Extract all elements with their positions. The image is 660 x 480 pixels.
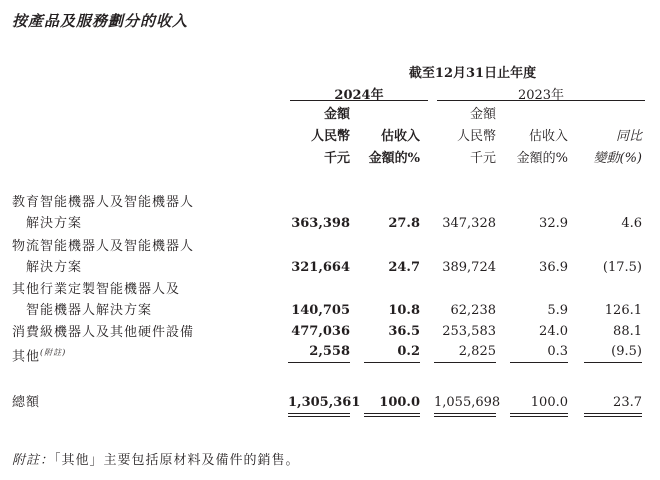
col-header-share-2024: 估收入 金額的%	[368, 129, 420, 166]
cell-yoy: (9.5)	[611, 344, 642, 359]
col-header-yoy: 同比 變動(%)	[593, 129, 642, 166]
cell-2024-share: 27.8	[388, 216, 420, 231]
table-row-label: 其他$^{(附註)}$	[12, 348, 67, 365]
year-2023-header: 2023年	[517, 88, 565, 103]
footnote-marker: (附註)	[40, 348, 67, 357]
subtotal-rule	[434, 362, 496, 363]
cell-2023-amount: 389,724	[442, 260, 496, 275]
cell-2023-amount: 347,328	[442, 216, 496, 231]
year-2024-header: 2024年	[334, 88, 384, 103]
cell-2024-share: 10.8	[388, 303, 420, 318]
cell-yoy: 4.6	[621, 216, 642, 231]
year-2024-underline	[290, 100, 428, 101]
footnote	[12, 449, 300, 468]
subtotal-rule	[364, 362, 420, 363]
total-rule	[364, 413, 420, 417]
subtotal-rule	[510, 362, 568, 363]
cell-2023-amount: 2,825	[458, 344, 496, 359]
cell-2023-share: 0.3	[547, 344, 568, 359]
col-header-amount-2024: 金額 人民幣 千元	[310, 107, 350, 166]
total-2023-share: 100.0	[530, 395, 568, 410]
col-header-amount-2023: 金額 人民幣 千元	[456, 107, 496, 166]
page-title: 按產品及服務劃分的收入	[12, 12, 189, 30]
cell-2023-amount: 253,583	[442, 324, 496, 339]
cell-yoy: (17.5)	[602, 260, 642, 275]
cell-yoy: 88.1	[613, 324, 642, 339]
cell-2023-share: 5.9	[547, 303, 568, 318]
cell-2023-share: 36.9	[539, 260, 568, 275]
period-header: 截至12月31日止年度	[408, 66, 537, 81]
total-rule	[288, 413, 350, 417]
total-2023-amount: 1,055,698	[434, 395, 501, 410]
cell-2024-amount: 2,558	[309, 344, 350, 359]
cell-2023-share: 32.9	[539, 216, 568, 231]
table-row-label: 其他行業定製智能機器人及 智能機器人解決方案	[12, 282, 181, 318]
cell-2024-amount: 363,398	[291, 216, 350, 231]
total-rule	[584, 413, 642, 417]
footnote-text: 「其他」主要包括原材料及備件的銷售。	[54, 453, 300, 468]
table-row-label: 教育智能機器人及智能機器人 解決方案	[12, 195, 195, 231]
total-label: 總額	[12, 395, 41, 410]
table-row-label: 物流智能機器人及智能機器人 解決方案	[12, 239, 195, 275]
cell-2024-share: 0.2	[397, 344, 420, 359]
cell-2024-share: 24.7	[388, 260, 420, 275]
cell-2023-share: 24.0	[539, 324, 568, 339]
cell-2024-amount: 140,705	[291, 303, 350, 318]
cell-2024-share: 36.5	[388, 324, 420, 339]
year-2023-underline	[437, 100, 645, 101]
cell-2024-amount: 321,664	[291, 260, 350, 275]
total-2024-amount: 1,305,361	[288, 395, 361, 410]
col-header-share-2023: 估收入 金額的%	[516, 129, 568, 166]
subtotal-rule	[584, 362, 642, 363]
cell-2023-amount: 62,238	[450, 303, 496, 318]
total-rule	[434, 413, 496, 417]
cell-2024-amount: 477,036	[291, 324, 350, 339]
table-row-label: 消費級機器人及其他硬件設備	[12, 325, 195, 340]
footnote-label: 附註：	[12, 453, 55, 468]
total-rule	[510, 413, 568, 417]
total-yoy: 23.7	[613, 395, 642, 410]
subtotal-rule	[288, 362, 350, 363]
cell-yoy: 126.1	[604, 303, 642, 318]
total-2024-share: 100.0	[379, 395, 420, 410]
